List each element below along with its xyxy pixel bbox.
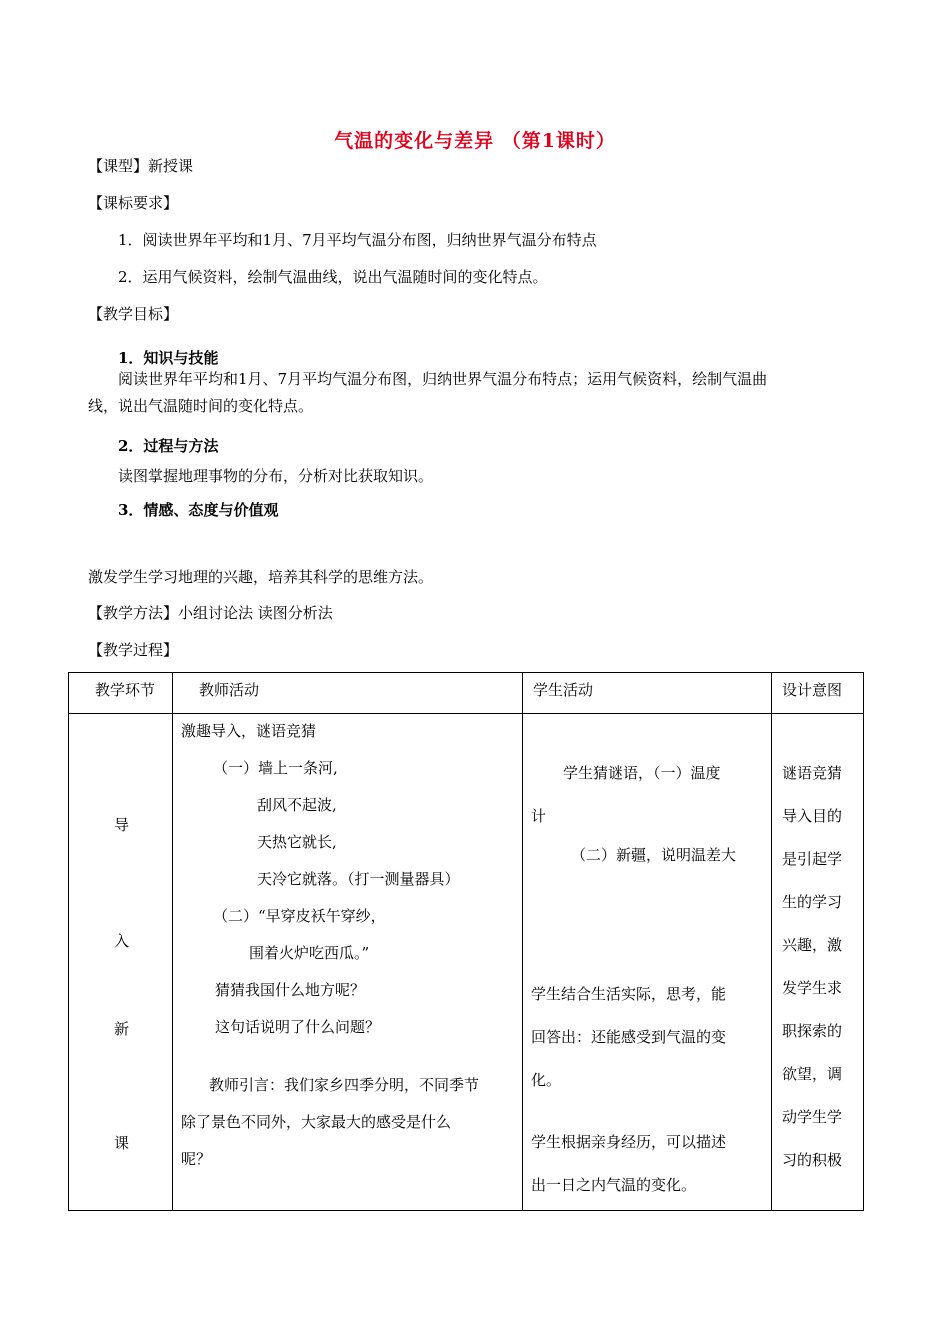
intent-line: 职探索的 xyxy=(782,1022,843,1040)
teacher-line: 呢？ xyxy=(181,1150,212,1168)
stage-cell xyxy=(69,714,173,1211)
standard-item-2: 2．运用气候资料，绘制气温曲线，说出气温随时间的变化特点。 xyxy=(118,268,548,286)
stage-char: 课 xyxy=(114,1134,130,1152)
goal2-text: 读图掌握地理事物的分布，分析对比获取知识。 xyxy=(118,467,434,485)
teacher-line: 天冷它就落。（打一测量器具） xyxy=(257,870,460,888)
table-row xyxy=(69,714,864,1211)
intent-line: 动学生学 xyxy=(782,1108,843,1126)
student-line: 学生根据亲身经历，可以描述 xyxy=(531,1133,727,1151)
goal1-line2: 线，说出气温随时间的变化特点。 xyxy=(88,397,314,415)
student-line: 学生猜谜语，（一）温度 xyxy=(563,764,721,782)
teaching-method: 【教学方法】小组讨论法 读图分析法 xyxy=(88,604,333,622)
lesson-type: 【课型】新授课 xyxy=(88,157,194,175)
header-stage: 教学环节 xyxy=(69,673,173,714)
goal3-text: 激发学生学习地理的兴趣，培养其科学的思维方法。 xyxy=(88,568,434,586)
teacher-line: （二）“早穿皮袄午穿纱， xyxy=(213,907,386,925)
student-activity-cell xyxy=(523,714,772,1211)
intent-line: 生的学习 xyxy=(782,893,843,911)
teacher-line: 刮风不起波, xyxy=(257,796,337,814)
stage-char: 新 xyxy=(114,1020,130,1038)
teacher-activity-cell xyxy=(173,714,523,1211)
teacher-line: 这句话说明了什么问题？ xyxy=(215,1018,381,1036)
student-line: （二）新疆，说明温差大 xyxy=(571,846,737,864)
page-title: 气温的变化与差异 （第1课时） xyxy=(334,130,616,152)
design-intent-cell xyxy=(772,714,864,1211)
teacher-line: 除了景色不同外，大家最大的感受是什么 xyxy=(181,1113,452,1131)
stage-char: 入 xyxy=(114,932,130,950)
student-line: 化。 xyxy=(531,1071,562,1089)
intent-line: 导入目的 xyxy=(782,807,843,825)
teacher-line: 猜猜我国什么地方呢？ xyxy=(215,981,366,999)
stage-char: 导 xyxy=(114,816,130,834)
goals-heading: 【教学目标】 xyxy=(88,305,179,323)
process-table xyxy=(68,672,864,1211)
standard-item-1: 1．阅读世界年平均和1月、7月平均气温分布图，归纳世界气温分布特点 xyxy=(118,231,597,249)
header-student: 学生活动 xyxy=(523,673,772,714)
standard-heading: 【课标要求】 xyxy=(88,194,179,212)
intent-line: 发学生求 xyxy=(782,979,843,997)
goal1-line1: 阅读世界年平均和1月、7月平均气温分布图，归纳世界气温分布特点；运用气候资料，绘制气温曲 xyxy=(118,370,768,388)
student-line: 回答出：还能感受到气温的变 xyxy=(531,1028,727,1046)
intent-line: 是引起学 xyxy=(782,850,843,868)
goal2-title: 2．过程与方法 xyxy=(118,437,219,455)
goal3-title: 3．情感、态度与价值观 xyxy=(118,501,279,519)
process-heading: 【教学过程】 xyxy=(88,641,179,659)
header-intent: 设计意图 xyxy=(772,673,864,714)
teacher-line: （一）墙上一条河, xyxy=(213,759,338,777)
table-header-row xyxy=(69,673,864,714)
student-line: 计 xyxy=(531,807,547,825)
intent-line: 欲望，调 xyxy=(782,1065,843,1083)
intent-line: 谜语竞猜 xyxy=(782,764,843,782)
teacher-line: 围着火炉吃西瓜。” xyxy=(249,944,370,962)
teacher-line: 教师引言：我们家乡四季分明，不同季节 xyxy=(209,1076,480,1094)
header-teacher: 教师活动 xyxy=(173,673,523,714)
goal1-title: 1．知识与技能 xyxy=(118,349,219,367)
teacher-line: 激趣导入，谜语竞猜 xyxy=(181,722,317,740)
intent-line: 兴趣，激 xyxy=(782,936,843,954)
student-line: 学生结合生活实际，思考，能 xyxy=(531,985,727,1003)
intent-line: 习的积极 xyxy=(782,1151,843,1169)
student-line: 出一日之内气温的变化。 xyxy=(531,1176,697,1194)
teacher-line: 天热它就长, xyxy=(257,833,337,851)
